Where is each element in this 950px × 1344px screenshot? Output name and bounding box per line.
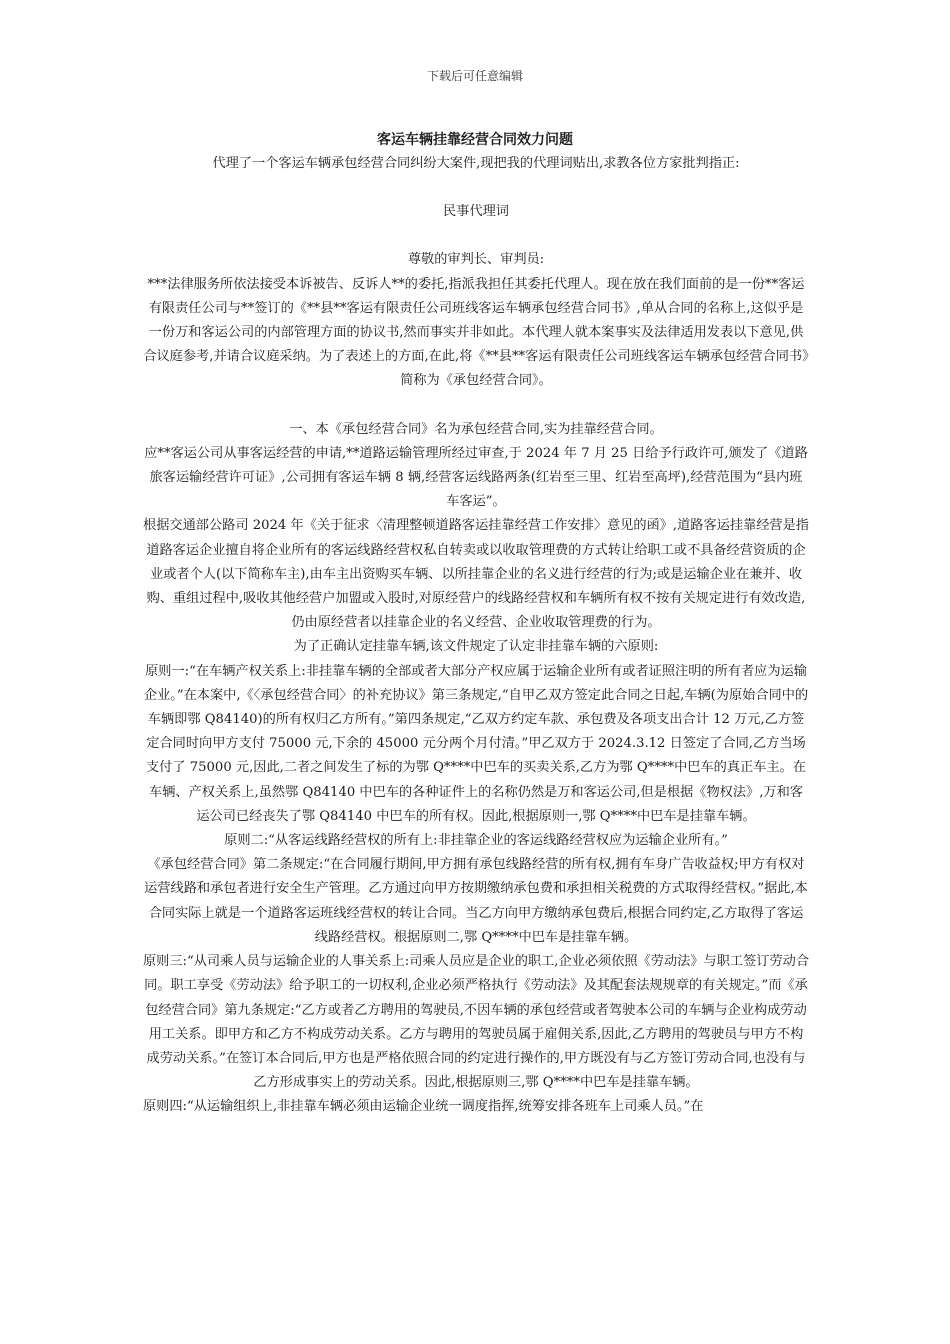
document-title: 客运车辆挂靠经营合同效力问题 <box>377 132 573 148</box>
salutation: 尊敬的审判长、审判员: <box>407 252 545 268</box>
paragraph-principle-1: 原则一:“在车辆产权关系上:非挂靠车辆的全部或者大部分产权应属于运输企业所有或者证照注明的所有者应为运输企业。”在本案中,《〈承包经营合同〉的补充协议》第三条规定,“自甲乙双方签定此合同之日起,车辆(为原始合同中的车辆即鄂 Q84140)的所有权归乙方所有。”第四条规定,“乙双方约定车款、承包费及各项支出合计 12 万元,乙方签定合同时向甲方支付 75000 元,下余的 45000 元分两个月付清。”甲乙双方于 2024.3.12 日签定了合同,乙方当场支付了 75000 元,因此,二者之间发生了标的为鄂 Q****中巴车的买卖关系,乙方为鄂 Q****中巴车的真正车主。在车辆、产权关系上,虽然鄂 Q84140 中巴车的各种证件上的名称仍然是万和客运公司,但是根据《物权法》,万和客运公司已经丧失了鄂 Q84140 中巴车的所有权。因此,根据原则一,鄂 Q****中巴车是挂靠车辆。 <box>143 663 809 824</box>
paragraph-definition: 根据交通部公路司 2024 年《关于征求〈清理整顿道路客运挂靠经营工作安排〉意见的函》,道路客运挂靠经营是指道路客运企业擅自将企业所有的客运线路经营权私自转卖或以收取管理费的方式转让给职工或不具备经营资质的企业或者个人(以下简称车主),由车主出资购买车辆、以所挂靠企业的名义进行经营的行为;或是运输企业在兼并、收购、重组过程中,吸收其他经营户加盟或入股时,对原经营户的线路经营权和车辆所有权不按有关规定进行有效改造,仍由原经营者以挂靠企业的名义经营、企业收取管理费的行为。 <box>143 518 809 631</box>
paragraph-license: 应**客运公司从事客运经营的申请,**道路运输管理所经过审查,于 2024 年 7 月 25 日给予行政许可,颁发了《道路旅客运输经营许可证》,公司拥有客运车辆 8 辆,经营客运线路两条(红岩至三里、红岩至高坪),经营范围为“县内班车客运”。 <box>144 445 808 510</box>
document-body <box>143 152 809 1120</box>
page-header-note: 下载后可任意编辑 <box>426 69 523 83</box>
paragraph-opening: ***法律服务所依法接受本诉被告、反诉人**的委托,指派我担任其委托代理人。现在放在我们面前的是一份**客运有限责任公司与**签订的《**县**客运有限责任公司班线客运车辆承包经营合同书》,单从合同的名称上,这似乎是一份万和客运公司的内部管理方面的协议书,然而事实并非如此。本代理人就本案事实及法律适用发表以下意见,供合议庭参考,并请合议庭采纳。为了表述上的方面,在此,将《**县**客运有限责任公司班线客运车辆承包经营合同书》简称为《承包经营合同》。 <box>143 276 809 389</box>
paragraph-principle-4: 原则四:“从运输组织上,非挂靠车辆必须由运输企业统一调度指挥,统筹安排各班车上司乘人员。”在 <box>143 1099 704 1115</box>
section-heading-1: 一、本《承包经营合同》名为承包经营合同,实为挂靠经营合同。 <box>289 421 663 437</box>
paragraph-principle-3: 原则三:“从司乘人员与运输企业的人事关系上:司乘人员应是企业的职工,企业必须依照《劳动法》与职工签订劳动合同。职工享受《劳动法》给予职工的一切权利,企业必须严格执行《劳动法》及其配套法规规章的有关规定。”而《承包经营合同》第九条规定:“乙方或者乙方聘用的驾驶员,不因车辆的承包经营或者驾驶本公司的车辆与企业构成劳动用工关系。即甲方和乙方不构成劳动关系。乙方与聘用的驾驶员属于雇佣关系,因此,乙方聘用的驾驶员与甲方不构成劳动关系。”在签订本合同后,甲方也是严格依照合同的约定进行操作的,甲方既没有与乙方签订劳动合同,也没有与乙方形成事实上的劳动关系。因此,根据原则三,鄂 Q****中巴车是挂靠车辆。 <box>143 954 810 1091</box>
intro-paragraph: 代理了一个客运车辆承包经营合同纠纷大案件,现把我的代理词贴出,求教各位方家批判指正: <box>212 156 740 171</box>
paragraph-principle-2: 原则二:“从客运线路经营权的所有上:非挂靠企业的客运线路经营权应为运输企业所有。” <box>224 833 728 849</box>
doc-subtitle: 民事代理词 <box>443 204 509 220</box>
paragraph-six-principles: 为了正确认定挂靠车辆,该文件规定了认定非挂靠车辆的六原则: <box>293 639 659 655</box>
paragraph-principle-2-detail: 《承包经营合同》第二条规定:“在合同履行期间,甲方拥有承包线路经营的所有权,拥有车身广告收益权;甲方有权对运营线路和承包者进行安全生产管理。乙方通过向甲方按期缴纳承包费和承担相关税费的方式取得经营权。”据此,本合同实际上就是一个道路客运班线经营权的转让合同。当乙方向甲方缴纳承包费后,根据合同约定,乙方取得了客运线路经营权。根据原则二,鄂 Q****中巴车是挂靠车辆。 <box>144 857 808 945</box>
